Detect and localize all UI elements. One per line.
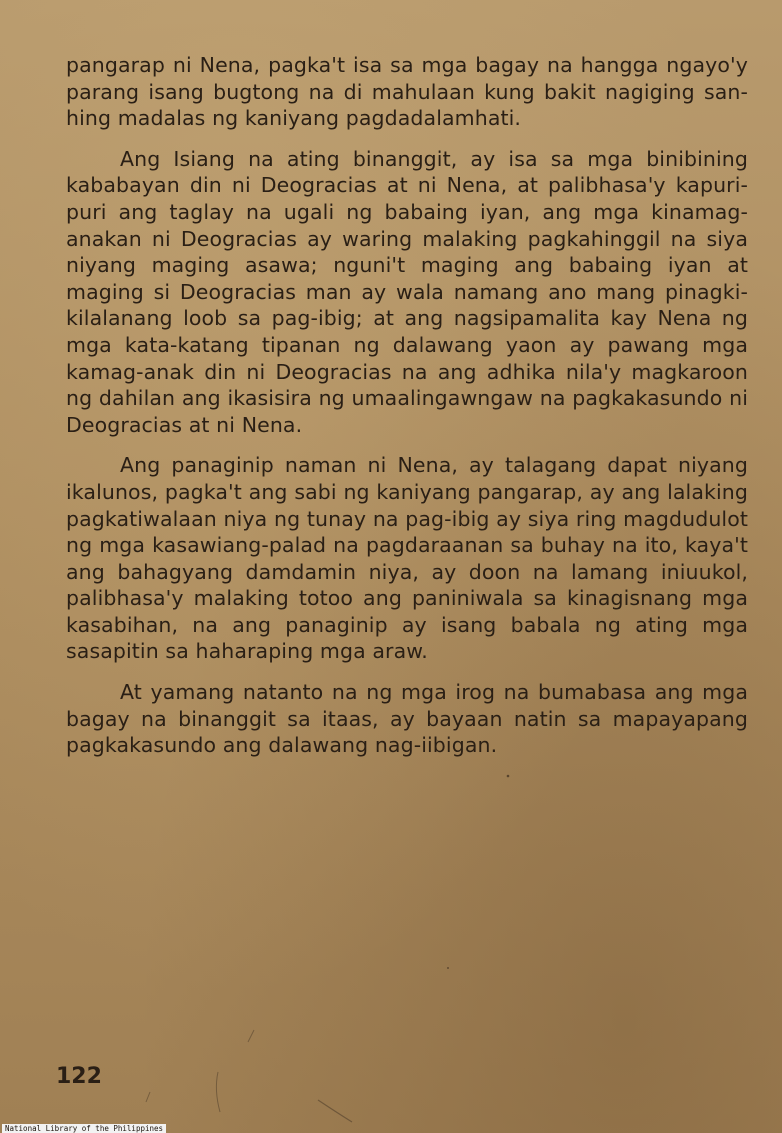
paragraph-1: pangarap ni Nena, pagka't isa sa mga bagay na hangga ngayo'y parang isang bugtong na di mahulaan kung bakit nagiging san-hing madalas ng kaniyang pagdadalamhati. xyxy=(66,53,748,131)
page-number: 122 xyxy=(56,1064,102,1089)
paragraph-2: Ang Isiang na ating binanggit, ay isa sa mga binibining kababayan din ni Deogracias at ni Nena, at palibhasa'y kapuri-puri ang taglay na ugali ng babaing iyan, ang mga kinamag-anakan ni Deogracias ay waring malaking pagkahinggil na siya niyang maging asawa; nguni't maging ang babaing iyan at maging si Deogracias man ay wala namang ano mang pinagki-kilalanang loob sa pag-ibig; at ang nagsipamalita kay Nena ng mga kata-katang tipanan ng dalawang yaon ay pawang mga kamag-anak din ni Deogracias na ang adhika nila'y magkaroon ng dahilan ang ikasisira ng umaalingawngaw na pagkakasundo ni Deogracias at ni Nena. xyxy=(66,146,748,437)
paragraph-4: At yamang natanto na ng mga irog na bumabasa ang mga bagay na binanggit sa itaas, ay bayaan natin sa mapayapang pagkakasundo ang dalawang nag-iibigan. xyxy=(66,680,748,758)
paragraph-3: Ang panaginip naman ni Nena, ay talagang dapat niyang ikalunos, pagka't ang sabi ng kaniyang pangarap, ay ang lalaking pagkatiwalaan niya ng tunay na pag-ibig ay siya ring magdudulot ng mga kasawiang-palad na pagdaraanan sa buhay na ito, kaya't ang bahagyang damdamin niya, ay doon na lamang iniuukol, palibhasa'y malaking totoo ang paniniwala sa kinagisnang mga kasabihan, na ang panaginip ay isang babala ng ating mga sasapitin sa haharaping mga araw. xyxy=(66,453,748,664)
library-credit: National Library of the Philippines xyxy=(2,1124,166,1133)
body-text xyxy=(66,52,748,773)
